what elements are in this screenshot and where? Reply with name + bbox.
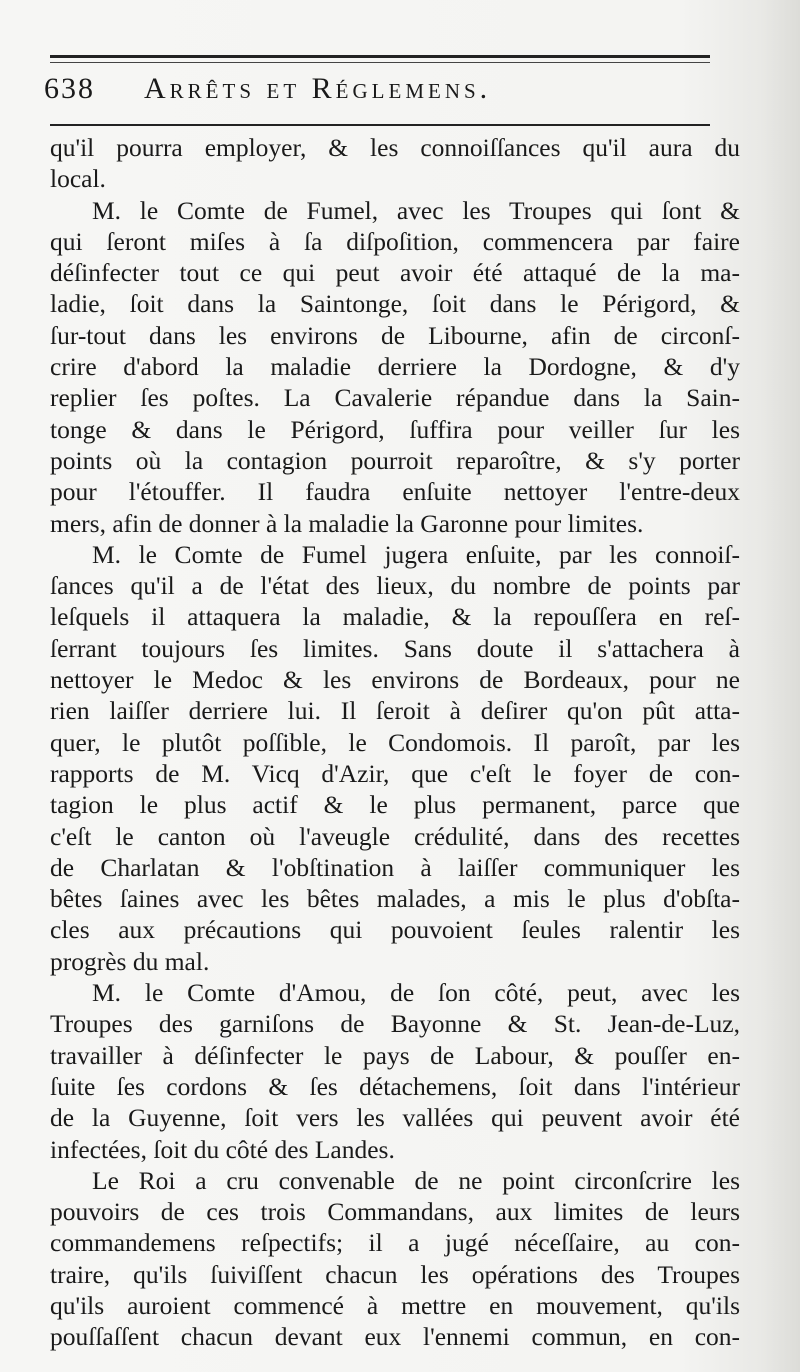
text-line: ſerrant toujours ſes limites. Sans doute il s'attachera à (50, 633, 740, 663)
text-line: déſinfecter tout ce qui peut avoir été attaqué de la ma- (50, 258, 740, 288)
text-line: pour l'étouffer. Il faudra enſuite nettoyer l'entre-deux (50, 477, 740, 507)
text-line: qu'ils auroient commencé à mettre en mouvement, qu'ils (50, 1290, 740, 1320)
text-line: qui ſeront miſes à ſa diſpoſition, commencera par faire (50, 226, 740, 256)
text-line: tagion le plus actif & le plus permanent, parce que (50, 790, 740, 820)
top-rule-thin (50, 62, 710, 63)
text-line: ladie, ſoit dans la Saintonge, ſoit dans le Périgord, & (50, 289, 740, 319)
text-line: traire, qu'ils ſuiviſſent chacun les opérations des Troupes (50, 1259, 740, 1289)
header-rule (50, 124, 710, 126)
text-line: M. le Comte de Fumel jugera enſuite, par les connoiſ- (92, 539, 740, 569)
text-line: mers, afin de donner à la maladie la Garonne pour limites. (50, 508, 644, 538)
text-line: points où la contagion pourroit reparoître, & s'y porter (50, 445, 740, 475)
text-line: Troupes des garniſons de Bayonne & St. Jean-de-Luz, (50, 1009, 740, 1039)
text-line: de la Guyenne, ſoit vers les vallées qui peuvent avoir été (50, 1103, 740, 1133)
running-title: Arrêts et Réglemens. (144, 72, 492, 105)
text-line: progrès du mal. (50, 946, 210, 976)
page-header (44, 72, 724, 112)
text-line: commandemens reſpectifs; il a jugé néceſſaire, au con- (50, 1228, 740, 1258)
text-line: bêtes ſaines avec les bêtes malades, a mis le plus d'obſta- (50, 884, 740, 914)
text-line: infectées, ſoit du côté des Landes. (50, 1134, 395, 1164)
top-rule (50, 55, 710, 58)
text-line: ſances qu'il a de l'état des lieux, du nombre de points par (50, 571, 740, 601)
text-line: ſur-tout dans les environs de Libourne, afin de circonſ- (50, 320, 740, 350)
text-line: qu'il pourra employer, & les connoiſſances qu'il aura du (50, 133, 740, 162)
text-line: c'eſt le canton où l'aveugle crédulité, dans des recettes (50, 821, 740, 851)
text-line: nettoyer le Medoc & les environs de Bordeaux, pour ne (50, 665, 740, 695)
text-line: M. le Comte d'Amou, de ſon côté, peut, avec les (92, 978, 740, 1008)
text-line: travailler à déſinfecter le pays de Labour, & pouſſer en- (50, 1040, 740, 1070)
text-line: rien laiſſer derriere lui. Il ſeroit à deſirer qu'on pût atta- (50, 696, 740, 726)
text-line: pouvoirs de ces trois Commandans, aux limites de leurs (50, 1197, 740, 1227)
text-line: leſquels il attaquera la maladie, & la repouſſera en reſ- (50, 602, 740, 632)
text-line: Le Roi a cru convenable de ne point circonſcrire les (92, 1165, 740, 1195)
text-line: cles aux précautions qui pouvoient ſeules ralentir les (50, 915, 740, 945)
text-line: M. le Comte de Fumel, avec les Troupes qui ſont & (92, 195, 740, 225)
page-number: 638 (44, 72, 95, 105)
text-line: tonge & dans le Périgord, ſuffira pour veiller ſur les (50, 414, 740, 444)
text-line: ſuite ſes cordons & ſes détachemens, ſoit dans l'intérieur (50, 1071, 740, 1101)
text-line: quer, le plutôt poſſible, le Condomois. Il paroît, par les (50, 727, 740, 757)
text-line: de Charlatan & l'obſtination à laiſſer communiquer les (50, 852, 740, 882)
text-line: local. (50, 164, 106, 194)
text-line: crire d'abord la maladie derriere la Dordogne, & d'y (50, 352, 740, 382)
body-text (50, 132, 740, 1353)
text-line: rapports de M. Vicq d'Azir, que c'eſt le foyer de con- (50, 758, 740, 788)
text-line: pouſſaſſent chacun devant eux l'ennemi commun, en con- (50, 1322, 740, 1352)
text-line: replier ſes poſtes. La Cavalerie répandue dans la Sain- (50, 383, 740, 413)
